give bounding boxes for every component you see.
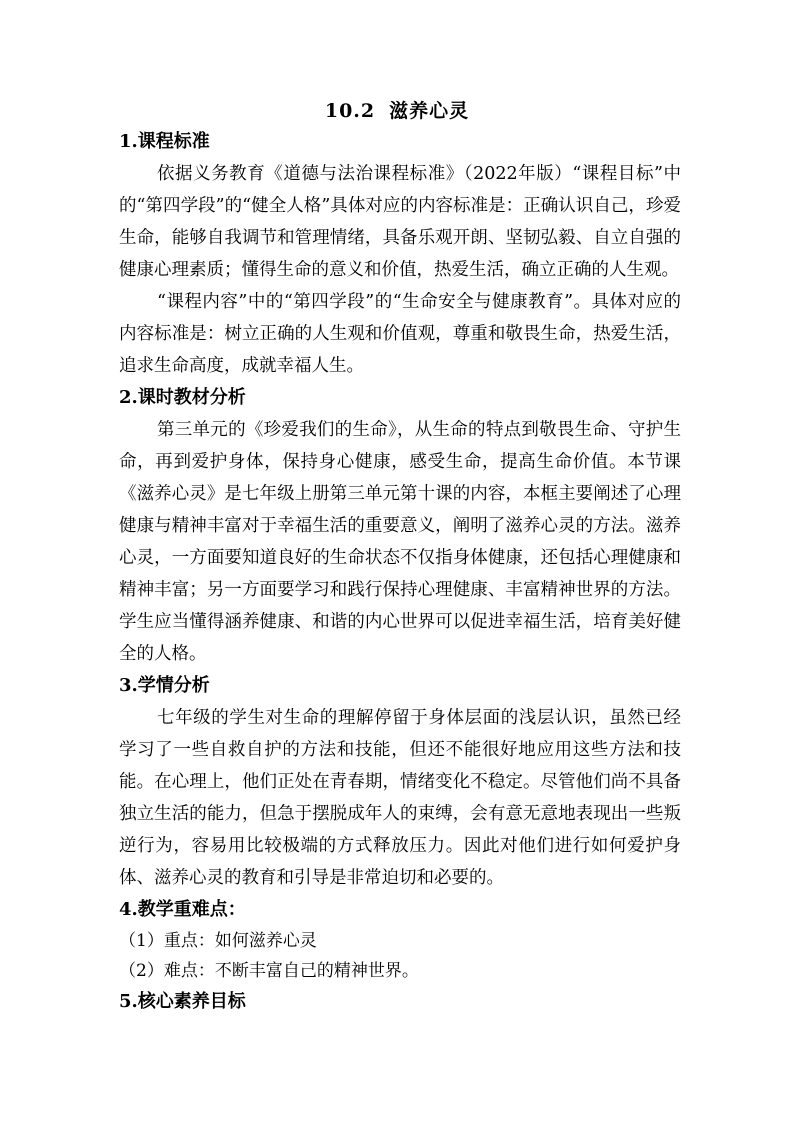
list-item-difficult-point: （2）难点：不断丰富自己的精神世界。 (119, 961, 419, 981)
section-heading-key-points: 4.教学重难点： (119, 899, 246, 920)
page-title (0, 96, 794, 123)
list-item-key-point: （1）重点：如何滋养心灵 (119, 931, 317, 951)
title-text: 滋养心灵 (389, 100, 470, 122)
document-body (119, 126, 681, 1018)
section-heading-student-analysis: 3.学情分析 (119, 675, 210, 696)
section-heading-textbook-analysis: 2.课时教材分析 (119, 387, 246, 408)
paragraph-course-content: “课程内容”中的“第四学段”的“生命安全与健康教育”。具体对应的内容标准是：树立正确的人生观和价值观，尊重和敬畏生命，热爱生活，追求生命高度，成就幸福人生。 (119, 292, 681, 376)
section-heading-course-standard: 1.课程标准 (119, 131, 210, 152)
paragraph-textbook-analysis: 第三单元的《珍爱我们的生命》，从生命的特点到敬畏生命、守护生命，再到爱护身体，保持身心健康，感受生命，提高生命价值。本节课《滋养心灵》是七年级上册第三单元第十课的内容，本框主要阐述了心理健康与精神丰富对于幸福生活的重要意义，阐明了滋养心灵的方法。滋养心灵，一方面要知道良好的生命状态不仅指身体健康，还包括心理健康和精神丰富；另一方面要学习和践行保持心理健康、丰富精神世界的方法。学生应当懂得涵养健康、和谐的内心世界可以促进幸福生活，培育美好健全的人格。 (119, 420, 681, 664)
title-number: 10.2 (324, 100, 376, 122)
paragraph-student-analysis: 七年级的学生对生命的理解停留于身体层面的浅层认识，虽然已经学习了一些自救自护的方法和技能，但还不能很好地应用这些方法和技能。在心理上，他们正处在青春期，情绪变化不稳定。尽管他们尚不具备独立生活的能力，但急于摆脱成年人的束缚，会有意无意地表现出一些叛逆行为，容易用比较极端的方式释放压力。因此对他们进行如何爱护身体、滋养心灵的教育和引导是非常迫切和必要的。 (119, 708, 681, 888)
paragraph-course-goal: 依据义务教育《道德与法治课程标准》（2022年版）“课程目标”中的“第四学段”的“健全人格”具体对应的内容标准是：正确认识自己，珍爱生命，能够自我调节和管理情绪，具备乐观开朗、坚韧弘毅、自立自强的健康心理素质；懂得生命的意义和价值，热爱生活，确立正确的人生观。 (119, 164, 681, 280)
section-heading-core-literacy: 5.核心素养目标 (119, 991, 246, 1012)
